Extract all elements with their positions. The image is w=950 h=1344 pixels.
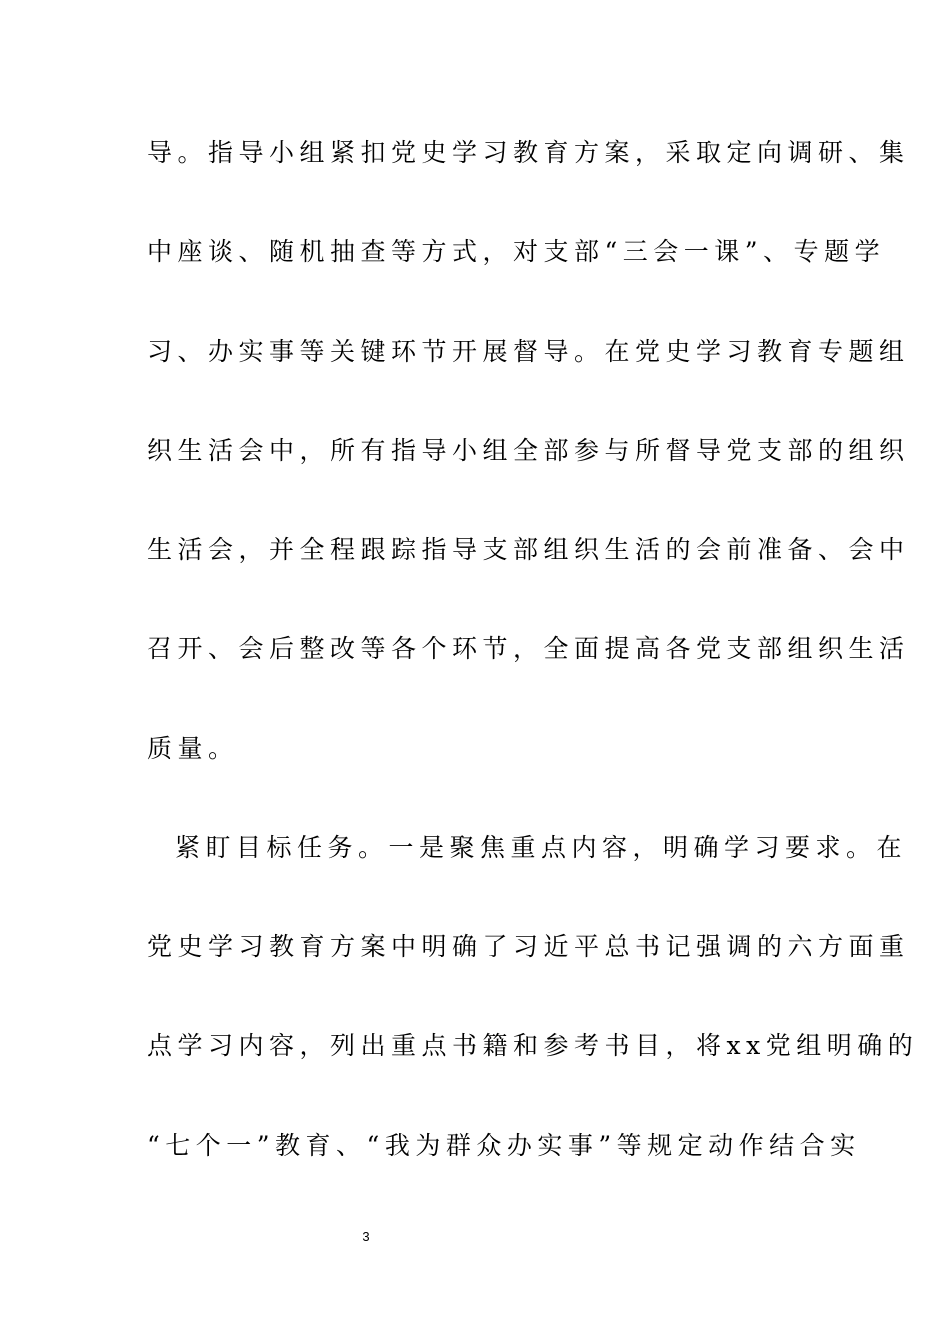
text-line: 导。指导小组紧扣党史学习教育方案，采取定向调研、集 [147, 138, 910, 167]
text-line: 织生活会中，所有指导小组全部参与所督导党支部的组织 [147, 436, 910, 465]
text-line: 生活会，并全程跟踪指导支部组织生活的会前准备、会中 [147, 535, 910, 564]
page-number: 3 [362, 1229, 370, 1244]
text-line: 中座谈、随机抽查等方式，对支部“三会一课”、专题学 [147, 237, 886, 266]
text-line: “七个一”教育、“我为群众办实事”等规定动作结合实 [147, 1131, 861, 1160]
text-line: 召开、会后整改等各个环节，全面提高各党支部组织生活 [147, 634, 910, 663]
text-line: 质量。 [147, 734, 239, 763]
text-line: 党史学习教育方案中明确了习近平总书记强调的六方面重 [147, 932, 910, 961]
text-line: 习、办实事等关键环节开展督导。在党史学习教育专题组 [147, 337, 910, 366]
paragraph-start-line: 紧盯目标任务。一是聚焦重点内容，明确学习要求。在 [175, 833, 908, 862]
text-line: 点学习内容，列出重点书籍和参考书目，将xx党组明确的 [147, 1031, 919, 1060]
